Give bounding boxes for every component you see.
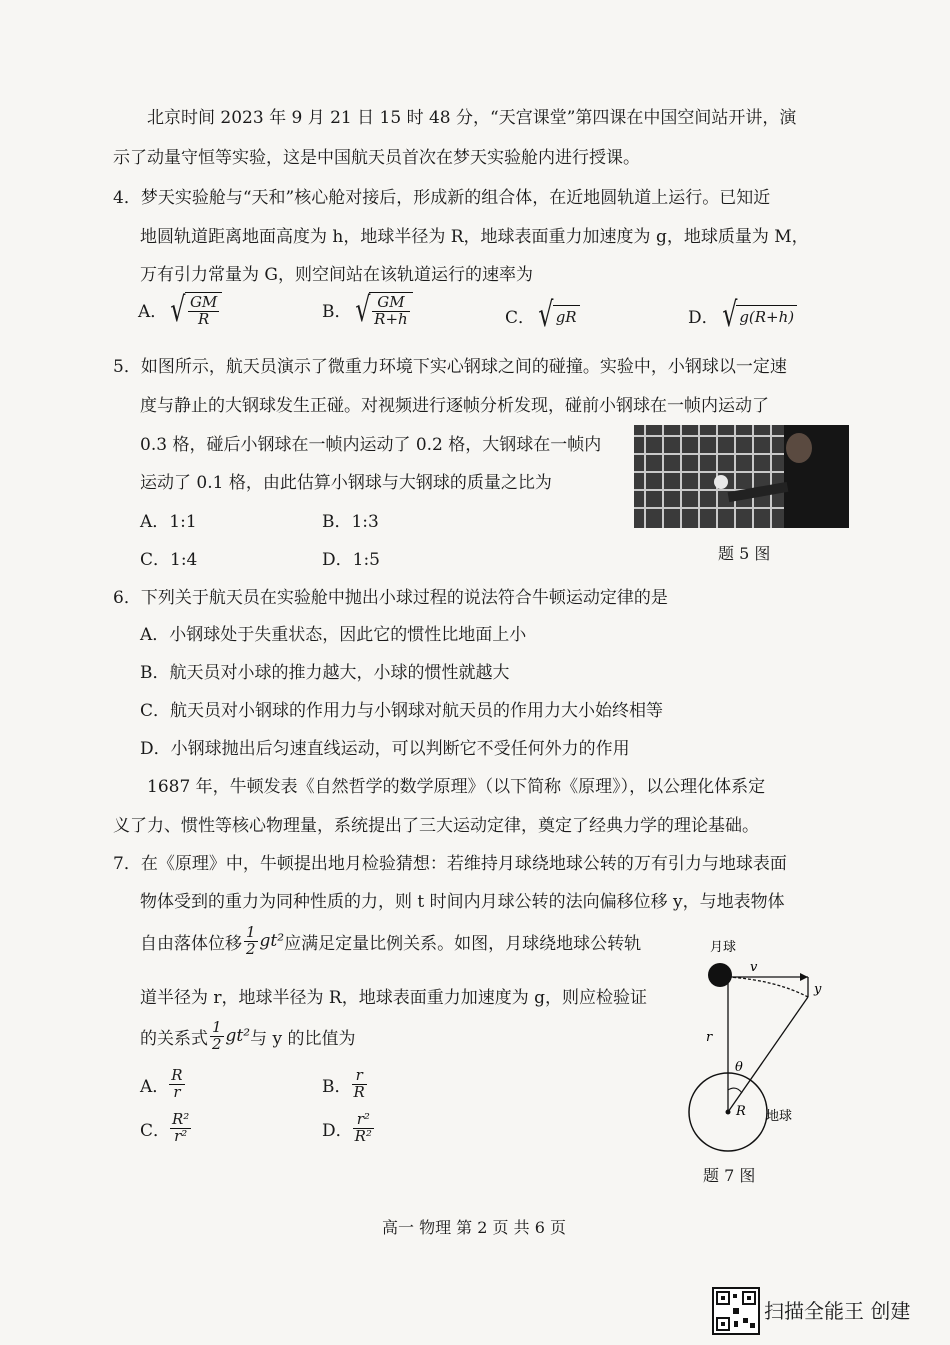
q7-stem-1: 7．在《原理》中，牛顿提出地月检验猜想：若维持月球绕地球公转的万有引力与地球表面 xyxy=(113,854,787,874)
q7-stem-3b: 应满足定量比例关系。如图，月球绕地球公转轨 xyxy=(284,933,642,954)
q7-a-label: A． xyxy=(140,1076,170,1097)
q7-a-frac xyxy=(169,1068,184,1101)
gt2: gt² xyxy=(259,931,285,952)
q5-stem-1: 5．如图所示，航天员演示了微重力环境下实心钢球之间的碰撞。实验中，小钢球以一定速 xyxy=(113,357,787,377)
y-label: y xyxy=(814,982,822,997)
q6-option-a: A．小钢球处于失重状态，因此它的惯性比地面上小 xyxy=(140,625,527,645)
q7-stem-5a: 的关系式 xyxy=(140,1028,208,1049)
q7-stem-4: 道半径为 r，地球半径为 R，地球表面重力加速度为 g，则应检验证 xyxy=(140,988,648,1008)
moon-circle xyxy=(708,963,732,987)
half-fraction-2 xyxy=(210,1020,224,1053)
q7-d-num: r² xyxy=(353,1112,374,1129)
q7-c-num: R² xyxy=(172,1110,190,1128)
q7-stem-3a: 自由落体位移 xyxy=(140,933,242,954)
q6-stem: 6．下列关于航天员在实验舱中抛出小球过程的说法符合牛顿运动定律的是 xyxy=(113,588,668,608)
moon-label: 月球 xyxy=(710,940,737,955)
half-num: 1 xyxy=(246,923,256,941)
q7-option-d xyxy=(322,1112,374,1145)
v-label: v xyxy=(750,960,758,975)
r-label: r xyxy=(706,1030,713,1045)
q4-c-body: gR xyxy=(553,305,580,326)
q7-option-b xyxy=(322,1068,367,1101)
q7-a-num: R xyxy=(171,1066,183,1084)
q7-caption: 题 7 图 xyxy=(703,1166,756,1185)
q5-option-d: D．1:5 xyxy=(322,550,380,570)
q5-caption: 题 5 图 xyxy=(718,544,771,563)
sqrt-gm-over-r: √ $\frac{GM}{R}$ xyxy=(167,292,222,328)
radius-line-2 xyxy=(728,997,808,1112)
q4-a-label: A． xyxy=(138,302,168,323)
q7-stem-5b: 与 y 的比值为 xyxy=(250,1028,356,1049)
half-fraction xyxy=(244,925,258,958)
q4-stem-3: 万有引力常量为 G，则空间站在该轨道运行的速率为 xyxy=(140,265,533,285)
q7-a-den: r xyxy=(173,1082,181,1101)
earth-label: 地球 xyxy=(766,1109,793,1124)
orbit-arc xyxy=(728,977,808,997)
q4-c-label: C． xyxy=(505,307,536,328)
theta-arc xyxy=(728,1088,742,1093)
q4-d-body: g(R+h) xyxy=(736,305,797,326)
q7-b-label: B． xyxy=(322,1076,352,1097)
q6-option-b: B．航天员对小球的推力越大，小球的惯性就越大 xyxy=(140,663,510,683)
sqrt-gr: √ gR xyxy=(535,298,580,332)
q4-a-den: R xyxy=(197,309,210,328)
q5-photo xyxy=(634,425,849,528)
q7-c-label: C． xyxy=(140,1120,171,1141)
half-den-2: 2 xyxy=(212,1034,222,1053)
q5-stem-4: 运动了 0.1 格，由此估算小钢球与大钢球的质量之比为 xyxy=(140,473,552,493)
q5-option-c: C．1:4 xyxy=(140,550,198,570)
q4-option-a xyxy=(138,289,222,330)
q7-option-a xyxy=(140,1068,185,1101)
theta-label: θ xyxy=(735,1060,743,1075)
q4-option-b xyxy=(322,289,413,330)
q4-b-label: B． xyxy=(322,302,352,323)
q4-d-label: D． xyxy=(688,307,719,328)
q5-option-a: A．1:1 xyxy=(140,512,197,532)
q4-option-d xyxy=(688,295,797,335)
q7-b-den: R xyxy=(353,1082,365,1101)
q7-c-den: r² xyxy=(174,1126,188,1145)
intro2-line-1: 1687 年，牛顿发表《自然哲学的数学原理》（以下简称《原理》），以公理化体系定 xyxy=(147,777,766,797)
q4-a-num: GM xyxy=(189,293,218,311)
sqrt-gm-over-rh: √ $\frac{GM}{R+h}$ xyxy=(352,292,413,328)
intro2-line-2: 义了力、惯性等核心物理量，系统提出了三大运动定律，奠定了经典力学的理论基础。 xyxy=(113,816,759,836)
page-footer: 高一 物理 第 2 页 共 6 页 xyxy=(382,1218,566,1237)
q7-b-num: r xyxy=(352,1068,367,1085)
q4-b-den: R+h xyxy=(374,309,408,328)
half-den: 2 xyxy=(246,939,256,958)
q7-d-den: R² xyxy=(354,1126,372,1145)
qr-code-icon xyxy=(712,1287,760,1335)
q6-option-c: C．航天员对小钢球的作用力与小钢球对航天员的作用力大小始终相等 xyxy=(140,701,664,721)
intro-line-1: 北京时间 2023 年 9 月 21 日 15 时 48 分，“天宫课堂”第四课在中国空间站开讲，演 xyxy=(147,108,797,128)
half-num-2: 1 xyxy=(212,1018,222,1036)
q6-option-d: D．小钢球抛出后匀速直线运动，可以判断它不受任何外力的作用 xyxy=(140,739,630,759)
q7-diagram xyxy=(680,935,850,1155)
q7-d-frac xyxy=(353,1112,374,1145)
q7-stem-2: 物体受到的重力为同种性质的力，则 t 时间内月球公转的法向偏移位移 y，与地表物体 xyxy=(140,892,785,912)
velocity-arrowhead xyxy=(800,973,808,981)
q7-option-c xyxy=(140,1112,191,1145)
watermark-text: 扫描全能王 创建 xyxy=(764,1299,911,1323)
q7-d-label: D． xyxy=(322,1120,353,1141)
q4-stem-2: 地圆轨道距离地面高度为 h，地球半径为 R，地球表面重力加速度为 g，地球质量为 M， xyxy=(140,227,809,247)
sqrt-g-r-plus-h: √ g(R+h) xyxy=(719,298,798,332)
earth-radius-label: R xyxy=(736,1104,746,1119)
q4-option-c xyxy=(505,295,580,335)
q7-b-frac xyxy=(352,1068,367,1101)
q7-c-frac xyxy=(170,1112,191,1145)
q5-stem-2: 度与静止的大钢球发生正碰。对视频进行逐帧分析发现，碰前小钢球在一帧内运动了 xyxy=(140,396,769,416)
intro-line-2: 示了动量守恒等实验，这是中国航天员首次在梦天实验舱内进行授课。 xyxy=(113,148,640,168)
q5-stem-3: 0.3 格，碰后小钢球在一帧内运动了 0.2 格，大钢球在一帧内 xyxy=(140,435,602,455)
q4-b-num: GM xyxy=(372,295,410,312)
gt2-2: gt² xyxy=(225,1026,251,1047)
q5-option-b: B．1:3 xyxy=(322,512,379,532)
q7-stem-5 xyxy=(140,1020,356,1053)
q4-stem-1: 4．梦天实验舱与“天和”核心舱对接后，形成新的组合体，在近地圆轨道上运行。已知近 xyxy=(113,188,771,208)
q7-stem-3 xyxy=(140,925,641,958)
